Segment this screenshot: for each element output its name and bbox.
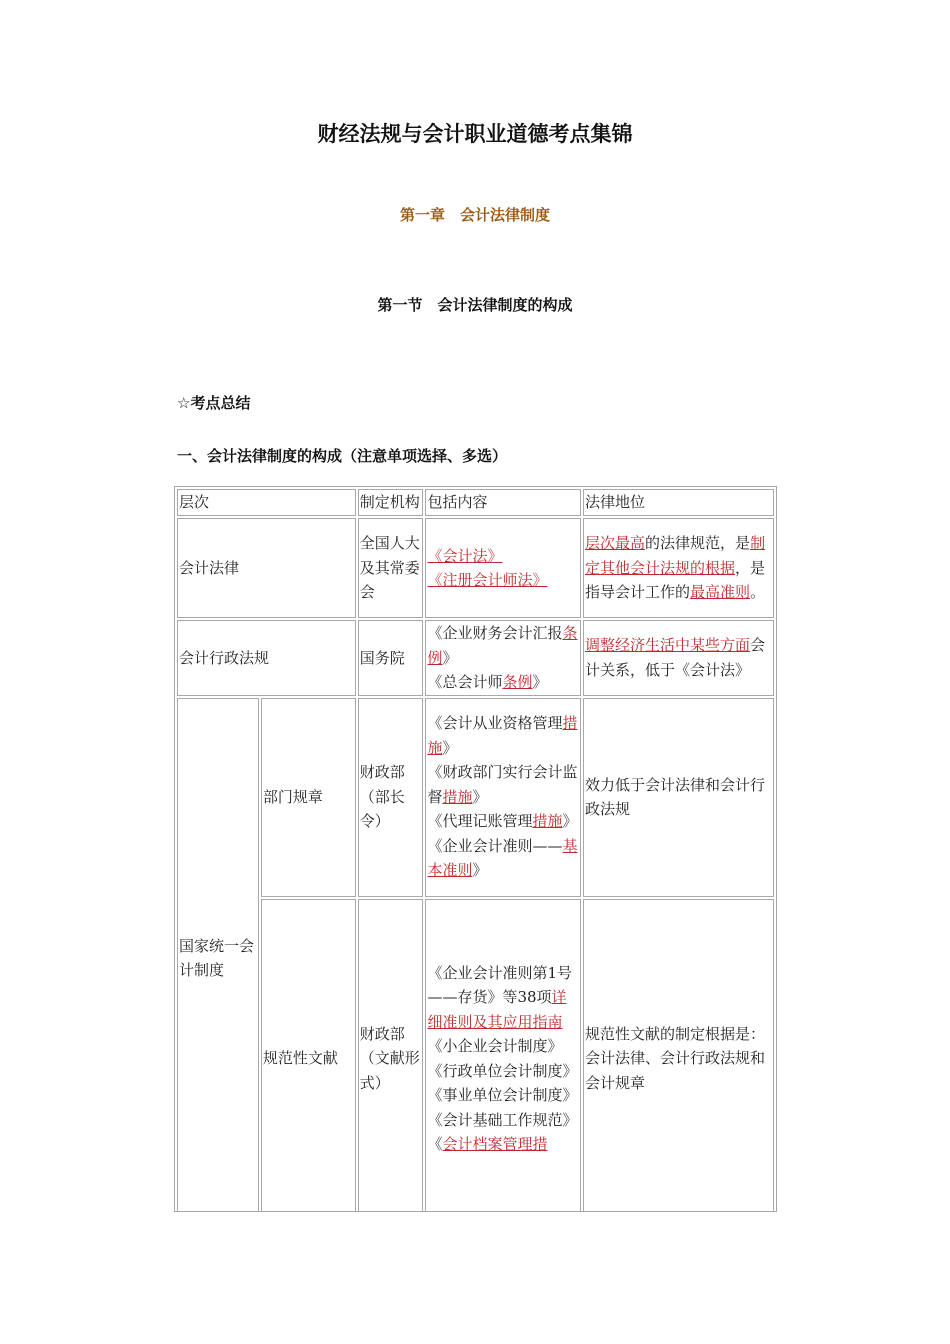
content-text: 《 [427,1135,443,1153]
row-admin-regulations [177,620,774,696]
highlight-text[interactable]: 制定其他会计法规的根据 [585,534,766,577]
agency-cell: 财政部（文献形式） [358,899,424,1213]
status-cell [583,518,774,618]
highlight-text[interactable]: 调整经济生活中某些方面 [585,636,751,655]
row-department-rules [177,698,774,897]
content-text: 《代理记账管理 [427,812,533,831]
content-text: 》 [442,648,458,667]
content-cell [425,899,581,1213]
legal-system-table [174,486,777,1212]
header-level: 层次 [177,489,356,516]
level-cell: 会计行政法规 [177,620,356,696]
highlight-text[interactable]: 措施 [532,812,563,831]
highlight-text[interactable]: 基本准则 [427,836,578,880]
sublevel-cell: 规范性文献 [261,899,356,1213]
status-text: 会计关系，低于《会计法》 [585,636,766,679]
content-cell [425,620,581,696]
highlight-text[interactable]: 层次最高 [585,534,646,553]
highlight-text[interactable]: 条例 [427,624,578,667]
content-text: 《会计基础工作规范》 [427,1110,578,1129]
status-cell [583,620,774,696]
agency-cell: 全国人大及其常委会 [358,518,424,618]
content-text: 》 [562,812,578,831]
content-cell [425,698,581,897]
content-text: 》 [532,673,548,691]
header-content: 包括内容 [425,489,581,516]
content-text: 《企业财务会计汇报 [427,624,563,642]
content-text: 《企业会计准则第1号——存货》等38项 [427,963,572,1006]
content-text: 《财政部门实行会计监督 [427,763,578,806]
sublevel-cell: 部门规章 [261,698,356,897]
level-cell: 会计法律 [177,518,356,618]
content-text: 《行政单位会计制度》 [427,1061,578,1080]
content-cell [425,518,581,618]
highlight-text[interactable]: 措施 [427,714,578,757]
subsection-heading: 一、会计法律制度的构成（注意单项选择、多选） [177,447,508,465]
header-agency: 制定机构 [358,489,424,516]
content-text: 《企业会计准则—— [427,836,563,855]
highlight-text[interactable]: 详细准则及其应用指南 [427,988,567,1031]
agency-cell: 国务院 [358,620,424,696]
row-normative-documents [177,899,774,1213]
law-link[interactable]: 《会计法》 [427,546,503,565]
agency-cell: 财政部（部长令） [358,698,424,897]
highlight-text[interactable]: 条例 [502,673,533,691]
document-title: 财经法规与会计职业道德考点集锦 [317,122,633,146]
highlight-text[interactable]: 措施 [442,787,473,806]
level-cell: 国家统一会计制度 [177,698,259,1213]
status-text: 。 [750,583,766,602]
chapter-heading: 第一章 会计法律制度 [399,206,550,224]
row-accounting-law [177,518,774,618]
status-cell: 规范性文献的制定根据是：会计法律、会计行政法规和会计规章 [583,899,774,1213]
section-heading: 第一节 会计法律制度的构成 [377,296,573,314]
content-text: 《小企业会计制度》 [427,1037,563,1055]
status-cell: 效力低于会计法律和会计行政法规 [583,698,774,897]
table-header-row [177,489,774,516]
highlight-text[interactable]: 会计档案管理措 [442,1135,548,1153]
content-text: 》 [472,787,488,806]
content-text: 《事业单位会计制度》 [427,1086,578,1104]
highlight-text[interactable]: 最高准则 [690,583,751,602]
header-status: 法律地位 [583,489,774,516]
content-text: 》 [472,861,488,880]
content-text: 《总会计师 [427,673,503,691]
content-text: 》 [442,738,458,757]
law-link[interactable]: 《注册会计师法》 [427,571,548,589]
content-text: 《会计从业资格管理 [427,714,563,733]
summary-heading: ☆考点总结 [177,394,251,412]
status-text: ，是指导会计工作的 [585,558,766,602]
status-text: 的法律规范，是 [645,534,751,553]
